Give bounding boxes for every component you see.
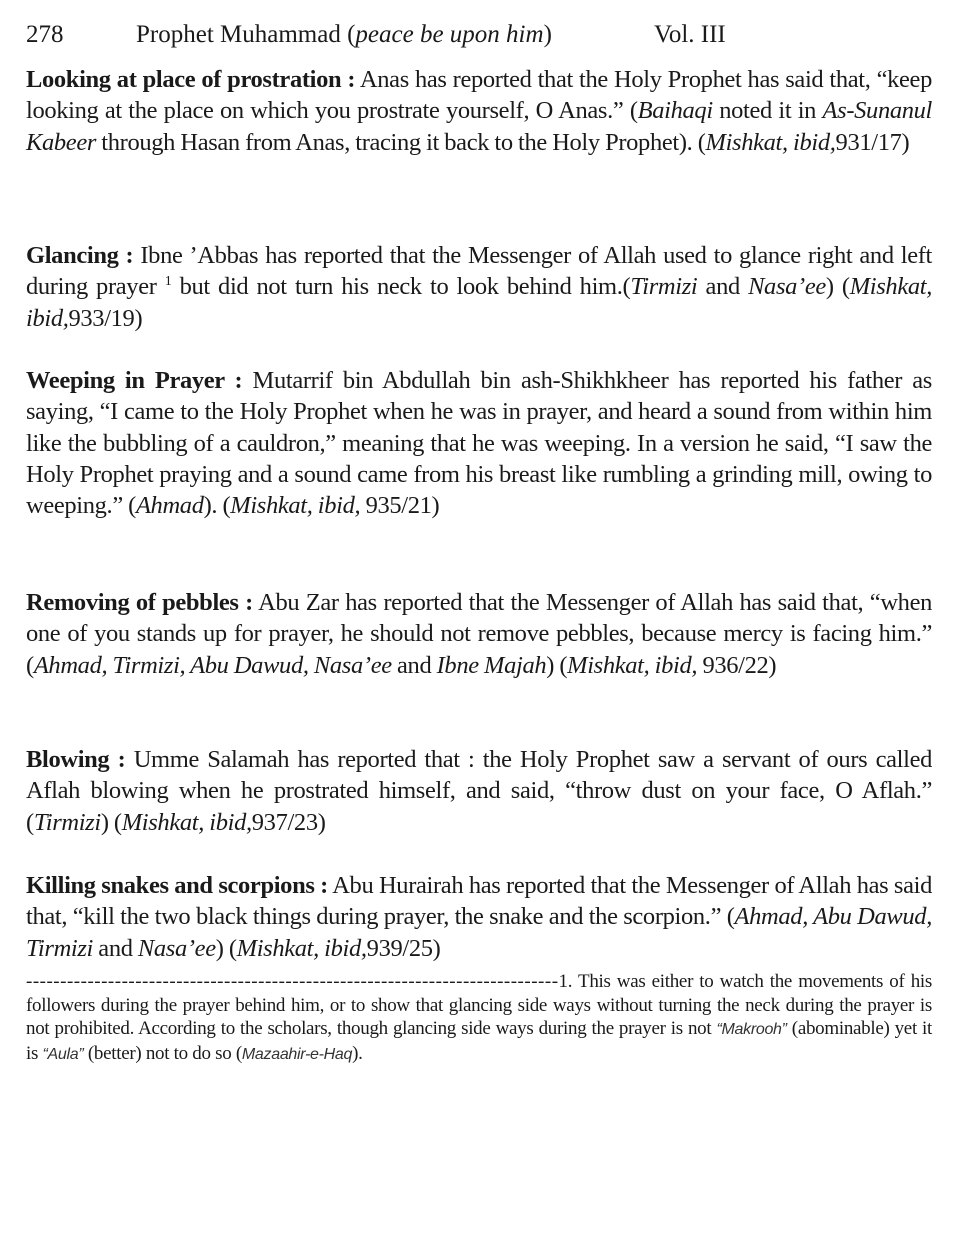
reference-number: 936/22) bbox=[697, 651, 777, 679]
footnote-text: (better) not to do so ( bbox=[83, 1042, 242, 1064]
entry-text: but did not turn his neck to look behind him.( bbox=[171, 273, 631, 301]
footnote-number: 1. bbox=[558, 971, 573, 992]
source-citation: Ahmad, Tirmizi, Abu Dawud, Nasa’ee bbox=[33, 651, 392, 679]
entry-text: Mutarrif bin Abdullah bin ash-Shikhkheer has reported his father as saying, “I came to the Holy Prophet when he was in prayer, and heard a sound from within him like the bubbling of a cauldron,” meaning that he was weeping. In a version he said, “I saw the Holy Prophet praying and a sound came from his breast like rumbling a grinding mill, owing to weeping.” ( bbox=[26, 367, 932, 520]
source-citation: Mishkat, ibid, bbox=[705, 128, 836, 156]
book-title-honorific: peace be upon him bbox=[355, 21, 544, 48]
entry-text: Umme Salamah has reported that : the Holy Prophet saw a servant of ours called Aflah blowing when he prostrated himself, and said, “throw dust on your face, O Aflah.” ( bbox=[26, 746, 932, 836]
reference-number: 935/21) bbox=[360, 492, 440, 520]
entry-heading: Removing of pebbles : bbox=[26, 589, 253, 616]
entry-weeping-in-prayer bbox=[26, 365, 932, 521]
book-title-close: ) bbox=[543, 21, 552, 48]
source-citation: Nasa’ee bbox=[137, 934, 216, 962]
source-citation: Mishkat, ibid, bbox=[567, 651, 698, 679]
footnote-source: Mazaahir-e-Haq bbox=[241, 1045, 353, 1063]
source-citation: Mishkat, ibid, bbox=[121, 808, 252, 836]
footnote-term: “Aula” bbox=[42, 1045, 84, 1063]
entry-text: Ibne ’Abbas has reported that the Messenger of Allah used to glance right and left during prayer bbox=[26, 242, 932, 301]
entry-text: and bbox=[93, 934, 138, 962]
reference-number: 931/17) bbox=[835, 128, 910, 156]
entry-text: ) ( bbox=[825, 273, 850, 301]
entry-text: Anas has reported that the Holy Prophet has said that, “keep looking at the place on which you prostrate yourself, O Anas.” ( bbox=[26, 66, 932, 125]
entry-heading: Glancing : bbox=[26, 242, 134, 269]
entry-heading: Blowing : bbox=[26, 746, 126, 773]
source-citation: Ahmad, Abu Dawud, Tirmizi bbox=[26, 903, 932, 962]
source-citation: Mishkat, ibid, bbox=[230, 492, 361, 520]
entry-looking-at-prostration bbox=[26, 64, 932, 158]
entry-heading: Killing snakes and scorpions : bbox=[26, 872, 328, 899]
entry-heading: Weeping in Prayer : bbox=[26, 367, 243, 394]
entry-text: ). ( bbox=[203, 492, 231, 520]
book-title bbox=[136, 18, 552, 52]
footnote-separator: ------------------------------------------------------------------------------ bbox=[26, 971, 559, 992]
source-citation: Nasa’ee bbox=[748, 273, 826, 301]
entry-text: noted it in bbox=[712, 97, 823, 125]
entry-text: ) ( bbox=[100, 808, 122, 836]
reference-number: 939/25) bbox=[366, 934, 441, 962]
volume-label: Vol. III bbox=[654, 21, 726, 48]
source-citation: Ibne Majah bbox=[436, 651, 547, 679]
reference-number: 933/19) bbox=[68, 304, 143, 332]
entry-heading: Looking at place of prostration : bbox=[26, 66, 356, 93]
entry-killing-snakes bbox=[26, 870, 932, 964]
entry-text: Abu Hurairah has reported that the Messenger of Allah has said that, “kill the two black things during prayer, the snake and the scorpion.” ( bbox=[26, 872, 932, 931]
footnote-text: This was either to watch the movements of his followers during the prayer behind him, or to show that glancing side ways without turning the neck during the prayer is not prohibited. According to the scholars, though glancing side ways during the prayer is not bbox=[26, 971, 932, 1039]
entry-text: through Hasan from Anas, tracing it back to the Holy Prophet). ( bbox=[96, 128, 706, 156]
running-header bbox=[26, 18, 932, 52]
footnote-text: ). bbox=[352, 1042, 363, 1064]
entry-text: Abu Zar has reported that the Messenger of Allah has said that, “when one of you stands up for prayer, he should not remove pebbles, because mercy is facing him.” ( bbox=[26, 589, 933, 679]
source-citation: Mishkat, ibid, bbox=[26, 273, 932, 332]
entry-glancing bbox=[26, 240, 932, 334]
footnote-text: (abominable) yet it is bbox=[26, 1018, 932, 1064]
entry-text: ) ( bbox=[215, 934, 237, 962]
entry-removing-pebbles bbox=[26, 587, 932, 681]
source-citation: Baihaqi bbox=[637, 97, 713, 125]
source-citation: Tirmizi bbox=[33, 808, 101, 836]
source-citation: Mishkat, ibid, bbox=[236, 934, 367, 962]
entry-blowing bbox=[26, 744, 932, 838]
page-number: 278 bbox=[26, 21, 64, 48]
footnote bbox=[26, 970, 932, 1066]
source-citation: Tirmizi bbox=[630, 273, 698, 301]
entry-text: and bbox=[391, 651, 437, 679]
entry-text: and bbox=[697, 273, 749, 301]
source-citation: As-Sunanul Kabeer bbox=[26, 97, 932, 156]
source-citation: Ahmad bbox=[135, 492, 204, 520]
reference-number: 937/23) bbox=[251, 808, 326, 836]
entry-text: ) ( bbox=[546, 651, 568, 679]
footnote-marker[interactable]: 1 bbox=[164, 274, 172, 290]
book-title-text: Prophet Muhammad ( bbox=[136, 21, 356, 48]
footnote-term: “Makrooh” bbox=[716, 1021, 787, 1038]
